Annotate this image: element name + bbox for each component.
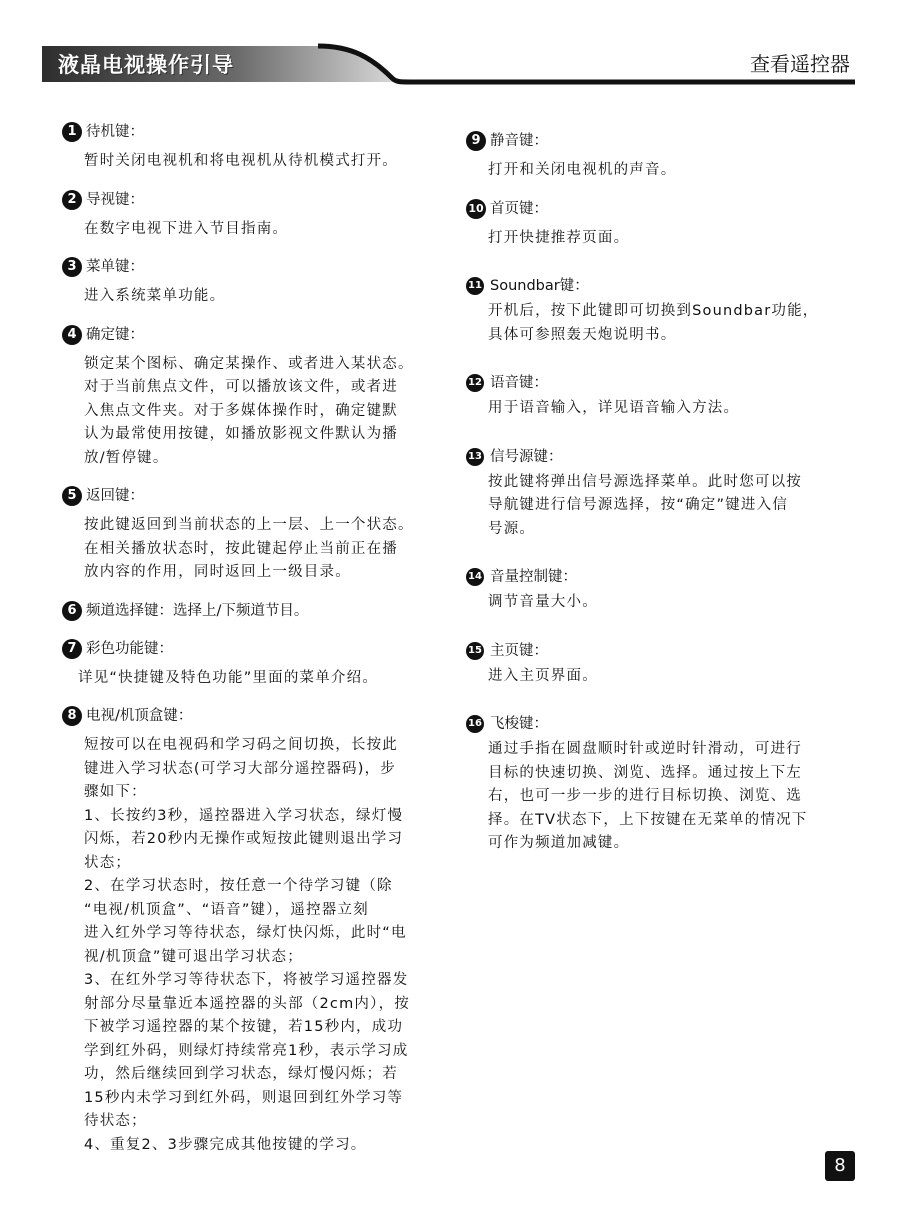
desc-line: 下被学习遥控器的某个按键，若15秒内，成功 xyxy=(84,1019,404,1035)
desc-line: 开机后，按下此键即可切换到Soundbar功能， xyxy=(488,303,819,319)
number-badge: 4 xyxy=(62,325,82,345)
header-title: 液晶电视操作引导 xyxy=(58,53,234,77)
desc-line: 短按可以在电视码和学习码之间切换，长按此 xyxy=(84,737,398,753)
key-title: 返回键： xyxy=(86,488,144,504)
desc-line: 进入系统菜单功能。 xyxy=(84,288,226,304)
key-title: 确定键： xyxy=(86,326,144,343)
key-title: 电视/机顶盒键： xyxy=(86,708,193,724)
key-title: 主页键： xyxy=(490,642,548,659)
key-item-volume xyxy=(466,565,846,615)
key-title: 信号源键： xyxy=(490,448,563,465)
desc-line: 放/暂停键。 xyxy=(84,449,169,466)
key-item-standby xyxy=(62,120,454,174)
page-header xyxy=(0,0,898,100)
desc-line: 号源。 xyxy=(488,520,536,537)
number-badge: 1 xyxy=(62,122,82,142)
number-badge: 15 xyxy=(466,642,484,660)
desc-line: 右，也可一步一步的进行目标切换、浏览、选 xyxy=(488,788,802,804)
key-item-ok xyxy=(62,323,454,471)
desc-line: 用于语音输入，详见语音输入方法。 xyxy=(488,400,740,416)
key-title: 频道选择键：选择上/下频道节目。 xyxy=(86,602,309,619)
number-badge: 5 xyxy=(62,486,82,506)
number-badge: 16 xyxy=(466,715,484,733)
desc-line: 按此键将弹出信号源选择菜单。此时您可以按 xyxy=(488,473,802,490)
desc-line: 在相关播放状态时，按此键起停止当前正在播 xyxy=(84,540,398,557)
desc-line: 状态； xyxy=(84,854,132,871)
key-title: 语音键： xyxy=(490,375,548,391)
key-title: 导视键： xyxy=(86,191,144,208)
right-column xyxy=(466,129,846,856)
number-badge: 9 xyxy=(466,131,486,151)
page-number: 8 xyxy=(825,1151,855,1181)
key-item-menu xyxy=(62,255,454,309)
desc-line: 详见“快捷键及特色功能”里面的菜单介绍。 xyxy=(78,669,379,686)
key-item-voice xyxy=(466,371,846,421)
desc-line: 闪烁，若20秒内无操作或短按此键则退出学习 xyxy=(84,831,404,847)
key-item-jog-wheel xyxy=(466,712,846,856)
number-badge: 7 xyxy=(62,639,82,659)
desc-line: 调节音量大小。 xyxy=(488,594,598,610)
key-title: 首页键： xyxy=(490,200,548,217)
key-item-back xyxy=(62,484,454,585)
desc-line: 在数字电视下进入节目指南。 xyxy=(84,220,289,237)
desc-line: 择。在TV状态下，上下按键在无菜单的情况下 xyxy=(488,811,808,828)
number-badge: 10 xyxy=(466,199,486,219)
desc-line: 打开和关闭电视机的声音。 xyxy=(488,162,677,178)
desc-line: 待状态； xyxy=(84,1113,147,1129)
number-badge: 2 xyxy=(62,190,82,210)
desc-line: 导航键进行信号源选择，按“确定”键进入信 xyxy=(488,497,789,513)
desc-line: 可作为频道加减键。 xyxy=(488,835,630,851)
desc-line: 对于当前焦点文件，可以播放该文件，或者进 xyxy=(84,379,398,395)
key-title: 静音键： xyxy=(490,133,548,149)
desc-line: “电视/机顶盒”、“语音”键），遥控器立刻 xyxy=(84,901,369,918)
desc-line: 通过手指在圆盘顺时针或逆时针滑动，可进行 xyxy=(488,741,802,757)
key-item-home xyxy=(466,639,846,689)
desc-line: 学到红外码，则绿灯持续常亮1秒，表示学习成 xyxy=(84,1042,409,1059)
key-item-guide xyxy=(62,188,454,242)
key-item-home-page xyxy=(466,197,846,251)
desc-line: 认为最常使用按键，如播放影视文件默认为播 xyxy=(84,426,398,442)
number-badge: 13 xyxy=(466,448,484,466)
key-title: 飞梭键： xyxy=(490,716,548,732)
key-item-tv-stb xyxy=(62,704,454,1157)
desc-line: 入焦点文件夹。对于多媒体操作时，确定键默 xyxy=(84,402,398,419)
key-title: 菜单键： xyxy=(86,259,144,275)
key-item-source xyxy=(466,445,846,542)
desc-line: 骤如下： xyxy=(84,784,147,800)
key-title: 音量控制键： xyxy=(490,569,577,585)
desc-line: 1、长按约3秒，遥控器进入学习状态，绿灯慢 xyxy=(84,807,404,824)
number-badge: 12 xyxy=(466,374,484,392)
desc-line: 2、在学习状态时，按任意一个待学习键（除 xyxy=(84,878,393,894)
number-badge: 11 xyxy=(466,277,484,295)
desc-line: 射部分尽量靠近本遥控器的头部（2cm内），按 xyxy=(84,995,410,1012)
desc-line: 功，然后继续回到学习状态，绿灯慢闪烁；若 xyxy=(84,1066,398,1082)
desc-line: 键进入学习状态(可学习大部分遥控器码)，步 xyxy=(84,760,397,777)
number-badge: 8 xyxy=(62,706,82,726)
desc-line: 视/机顶盒”键可退出学习状态； xyxy=(84,948,303,965)
desc-line: 暂时关闭电视机和将电视机从待机模式打开。 xyxy=(84,153,398,169)
section-title: 查看遥控器 xyxy=(750,52,850,76)
desc-line: 3、在红外学习等待状态下，将被学习遥控器发 xyxy=(84,972,409,988)
key-title: Soundbar键： xyxy=(490,278,589,294)
desc-line: 放内容的作用，同时返回上一级目录。 xyxy=(84,564,351,580)
desc-line: 15秒内未学习到红外码，则退回到红外学习等 xyxy=(84,1089,404,1106)
number-badge: 6 xyxy=(62,601,82,621)
key-item-channel xyxy=(62,599,454,623)
key-item-soundbar xyxy=(466,274,846,347)
desc-line: 锁定某个图标、确定某操作、或者进入某状态。 xyxy=(84,355,414,372)
desc-line: 打开快捷推荐页面。 xyxy=(488,229,630,246)
key-title: 彩色功能键： xyxy=(86,640,173,657)
desc-line: 进入主页界面。 xyxy=(488,667,598,684)
desc-line: 按此键返回到当前状态的上一层、上一个状态。 xyxy=(84,517,414,533)
desc-line: 4、重复2、3步骤完成其他按键的学习。 xyxy=(84,1136,367,1153)
desc-line: 目标的快速切换、浏览、选择。通过按上下左 xyxy=(488,764,802,781)
key-title: 待机键： xyxy=(86,124,144,140)
key-item-mute xyxy=(466,129,846,183)
desc-line: 具体可参照轰天炮说明书。 xyxy=(488,326,677,343)
left-column xyxy=(62,120,454,1157)
key-item-color xyxy=(62,637,454,691)
number-badge: 14 xyxy=(466,568,484,586)
desc-line: 进入红外学习等待状态，绿灯快闪烁，此时“电 xyxy=(84,925,407,941)
number-badge: 3 xyxy=(62,257,82,277)
